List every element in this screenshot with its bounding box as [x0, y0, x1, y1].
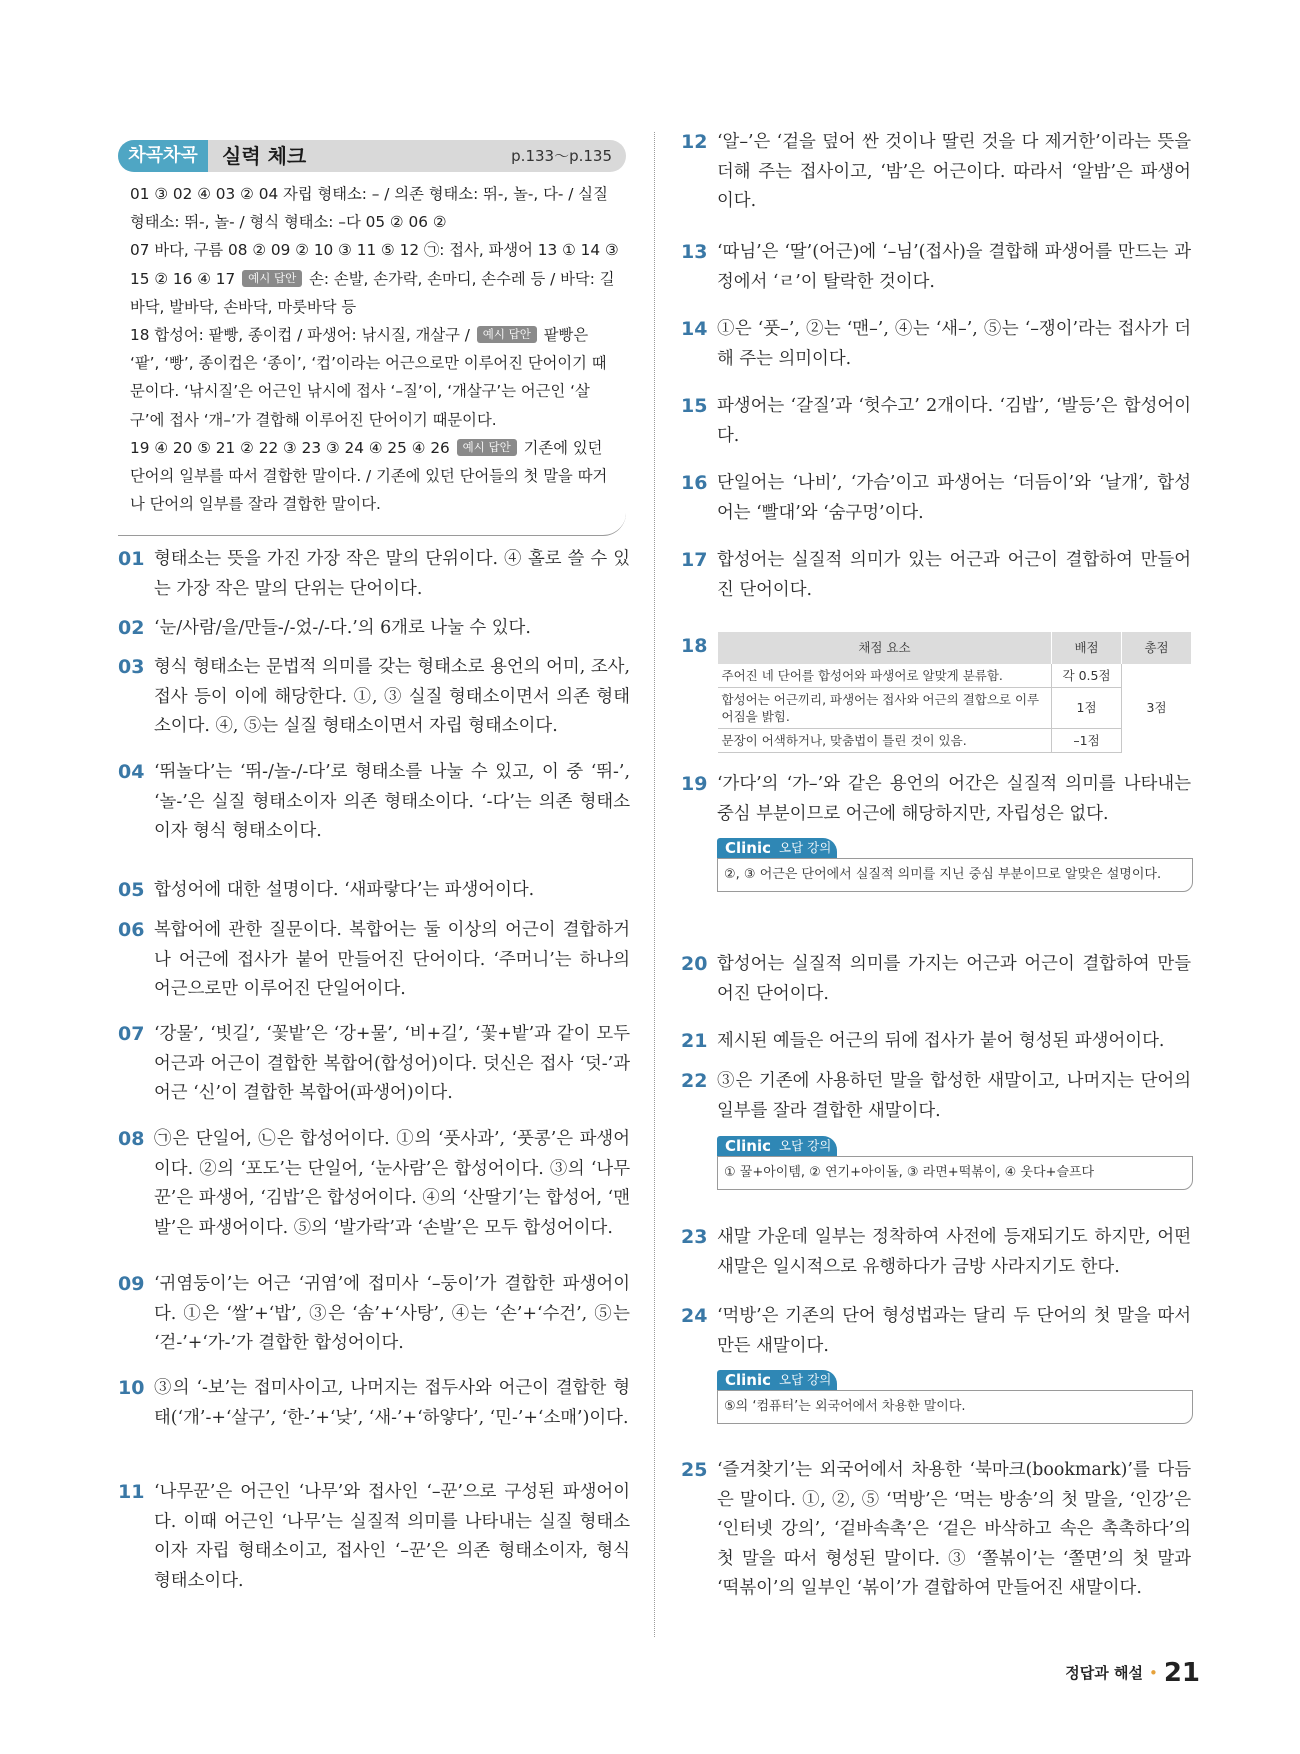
table-row: 문장이 어색하거나, 맞춤법이 틀린 것이 있음. –1점 [718, 728, 1192, 752]
total-score: 3점 [1122, 664, 1191, 753]
summary-title: 실력 체크 [222, 144, 307, 168]
summary-line-3: 18 합성어: 팥빵, 종이컵 / 파생어: 낚시질, 개살구 / 예시 답안 팥빵은 ‘팥’, ‘빵’, 종이컵은 ‘종이’, ‘컵’이라는 어근으로만 이루어진 단어이기 때문이다. ‘낚시질’은 어근인 낚시에 접사 ‘–질’이, ‘개살구’는 어근인 ‘살구’에 접사 ‘개–’가 결합해 이루어진 단어이기 때문이다. [130, 326, 607, 429]
table-header: 배점 [1052, 632, 1122, 664]
summary-box-border [118, 513, 626, 536]
page-number: 21 [1163, 1658, 1200, 1688]
clinic-text: ⑤의 ‘컴퓨터’는 외국어에서 차용한 말이다. [717, 1390, 1193, 1424]
clinic-tag: Clinic 오답 강의 [717, 838, 837, 858]
summary-line-1: 01 ③ 02 ④ 03 ② 04 자립 형태소: – / 의존 형태소: 뛰-, 놀-, 다- / 실질 형태소: 뛰-, 놀- / 형식 형태소: –다 05 ② 06 ② [130, 185, 608, 232]
bullet-icon: • [1148, 1664, 1158, 1682]
table-header: 채점 요소 [718, 632, 1052, 664]
clinic-tag: Clinic 오답 강의 [717, 1370, 837, 1390]
page-range: p.133～p.135 [511, 147, 612, 165]
clinic-tag: Clinic 오답 강의 [717, 1136, 837, 1156]
clinic-text: ① 꿀+아이템, ② 연기+아이돌, ③ 라면+떡볶이, ④ 웃다+슬프다 [717, 1156, 1193, 1190]
summary-line-4: 19 ④ 20 ⑤ 21 ② 22 ③ 23 ③ 24 ④ 25 ④ 26 예시 답안 기존에 있던 단어의 일부를 따서 결합한 말이다. / 기존에 있던 단어들의 첫 말을 따거나 단어의 일부를 잘라 결합한 말이다. [130, 438, 608, 514]
footer-label: 정답과 해설 [1065, 1664, 1143, 1682]
column-divider [654, 132, 655, 1637]
table-row: 주어진 네 단어를 합성어와 파생어로 알맞게 분류함. 각 0.5점 3점 [718, 664, 1192, 688]
page-footer [1065, 1658, 1200, 1688]
summary-tag: 차곡차곡 [118, 140, 208, 172]
summary-header [118, 140, 626, 172]
summary-answers [130, 180, 620, 518]
table-row: 합성어는 어근끼리, 파생어는 접사와 어근의 결합으로 이루어짐을 밝힘. 1점 [718, 687, 1192, 728]
summary-line-2: 07 바다, 구름 08 ② 09 ② 10 ③ 11 ⑤ 12 ㉠: 접사, 파생어 13 ① 14 ③ 15 ② 16 ④ 17 예시 답안 손: 손발, 손가락, 손마디, 손수레 등 / 바닥: 길바닥, 발바닥, 손바닥, 마룻바닥 등 [130, 241, 619, 316]
scoring-table [717, 632, 1191, 753]
table-header: 총점 [1122, 632, 1191, 664]
clinic-text: ②, ③ 어근은 단어에서 실질적 의미를 지닌 중심 부분이므로 알맞은 설명이다. [717, 858, 1193, 892]
